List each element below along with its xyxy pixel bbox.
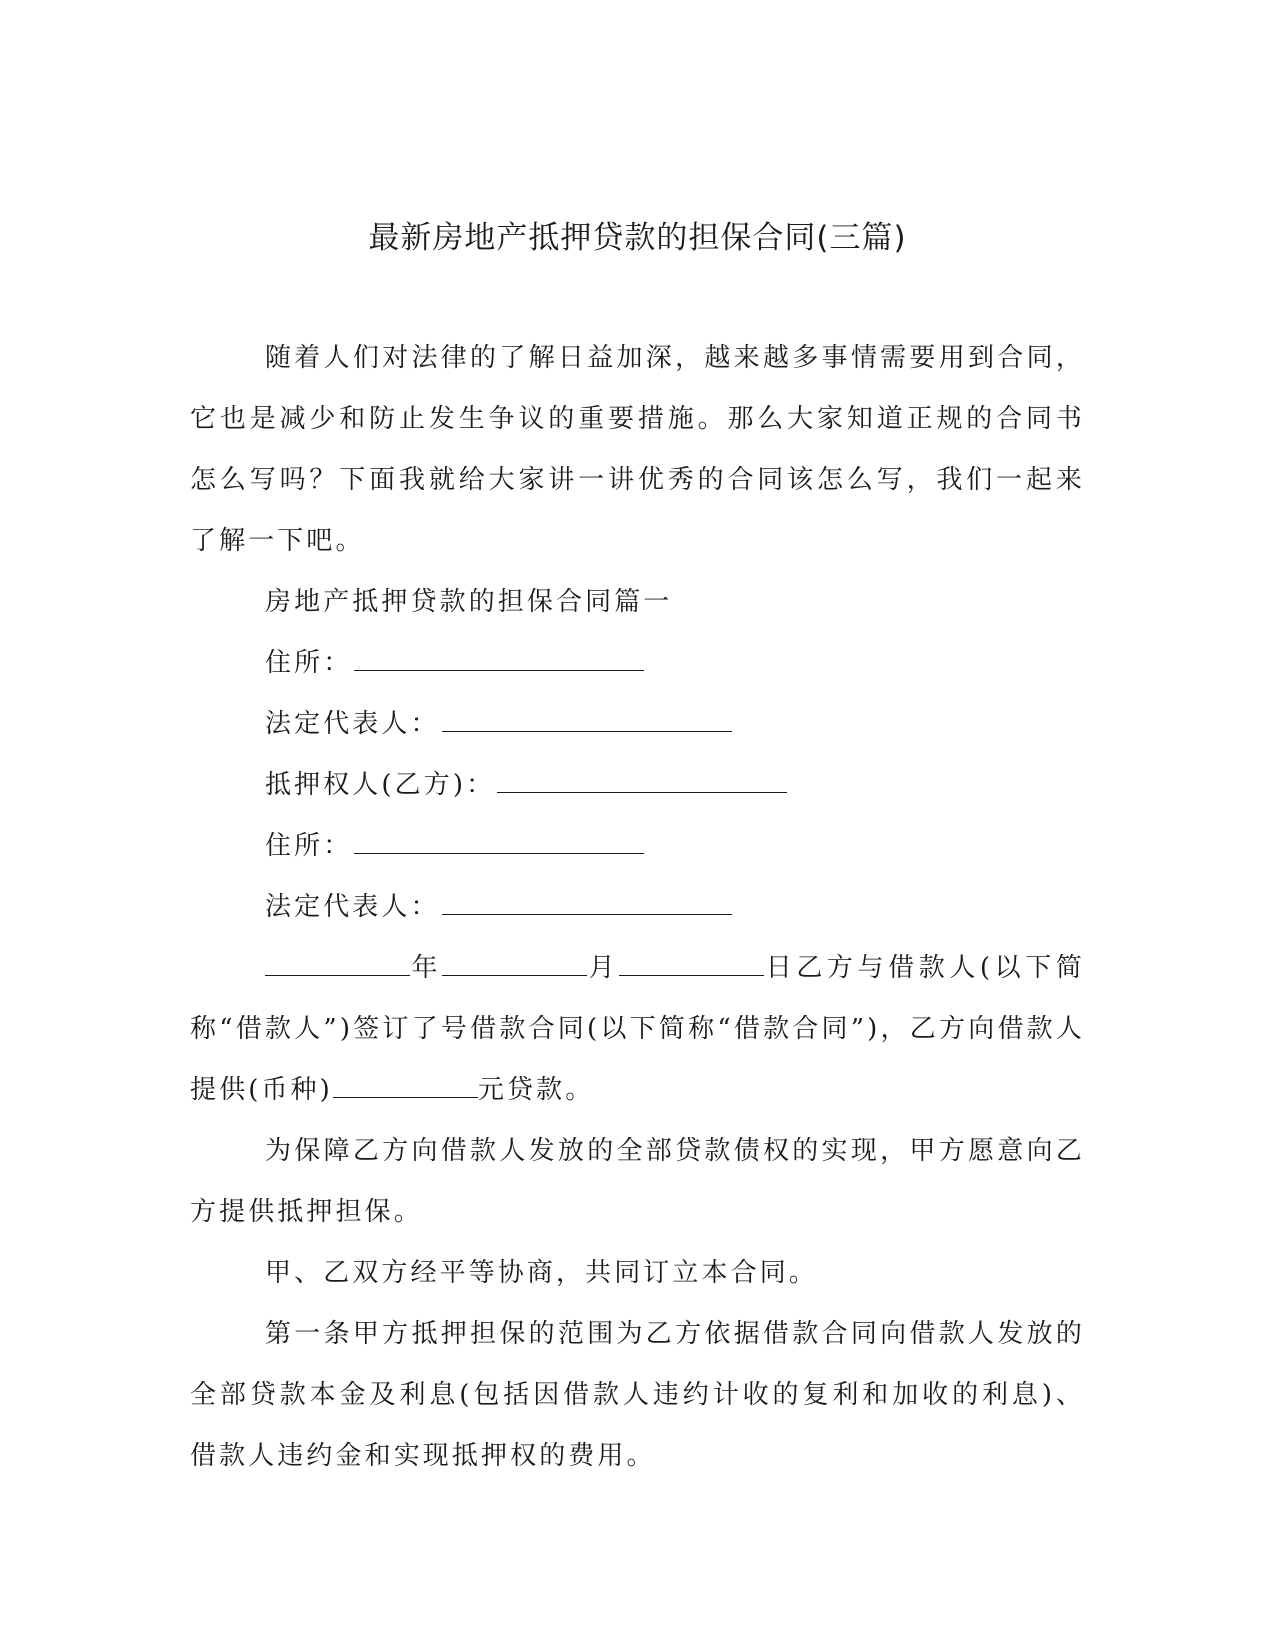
fill-blank — [442, 709, 732, 732]
date-clause-text: 日乙方与借款人(以下简称“借款人”)签订了号借款合同(以下简称“借款合同”)，乙方向借款人提供(币种) — [190, 953, 1085, 1105]
section-heading: 房地产抵押贷款的担保合同篇一 — [265, 587, 673, 617]
document-title: 最新房地产抵押贷款的担保合同(三篇) — [368, 220, 907, 256]
fill-blank — [354, 831, 644, 854]
fill-blank — [442, 892, 732, 915]
year-blank — [265, 953, 410, 976]
amount-suffix: 元贷款。 — [477, 1075, 595, 1105]
fill-blank — [497, 770, 787, 793]
paragraph-agreement: 甲、乙双方经平等协商，共同订立本合同。 — [265, 1258, 818, 1288]
paragraph-guarantee-purpose: 为保障乙方向借款人发放的全部贷款债权的实现，甲方愿意向乙方提供抵押担保。 — [190, 1136, 1085, 1227]
fill-blank — [354, 648, 644, 671]
amount-blank — [333, 1075, 478, 1098]
month-label: 月 — [587, 953, 620, 983]
field-label: 法定代表人： — [265, 892, 440, 922]
date-clause-paragraph — [190, 938, 1085, 1121]
day-blank — [619, 953, 764, 976]
field-address-2 — [190, 816, 1085, 877]
field-label: 住所： — [265, 648, 353, 678]
month-blank — [442, 953, 587, 976]
field-label: 抵押权人(乙方)： — [265, 770, 496, 800]
field-legal-rep-2 — [190, 877, 1085, 938]
field-mortgagee — [190, 755, 1085, 816]
field-legal-rep-1 — [190, 694, 1085, 755]
paragraph-article-1: 第一条甲方抵押担保的范围为乙方依据借款合同向借款人发放的全部贷款本金及利息(包括因借款人违约计收的复利和加收的利息)、借款人违约金和实现抵押权的费用。 — [190, 1319, 1085, 1471]
field-label: 住所： — [265, 831, 353, 861]
field-label: 法定代表人： — [265, 709, 440, 739]
field-address-1 — [190, 633, 1085, 694]
document-body — [190, 328, 1085, 1487]
intro-paragraph: 随着人们对法律的了解日益加深，越来越多事情需要用到合同，它也是减少和防止发生争议的重要措施。那么大家知道正规的合同书怎么写吗？下面我就给大家讲一讲优秀的合同该怎么写，我们一起来了解一下吧。 — [190, 343, 1085, 556]
year-label: 年 — [410, 953, 443, 983]
